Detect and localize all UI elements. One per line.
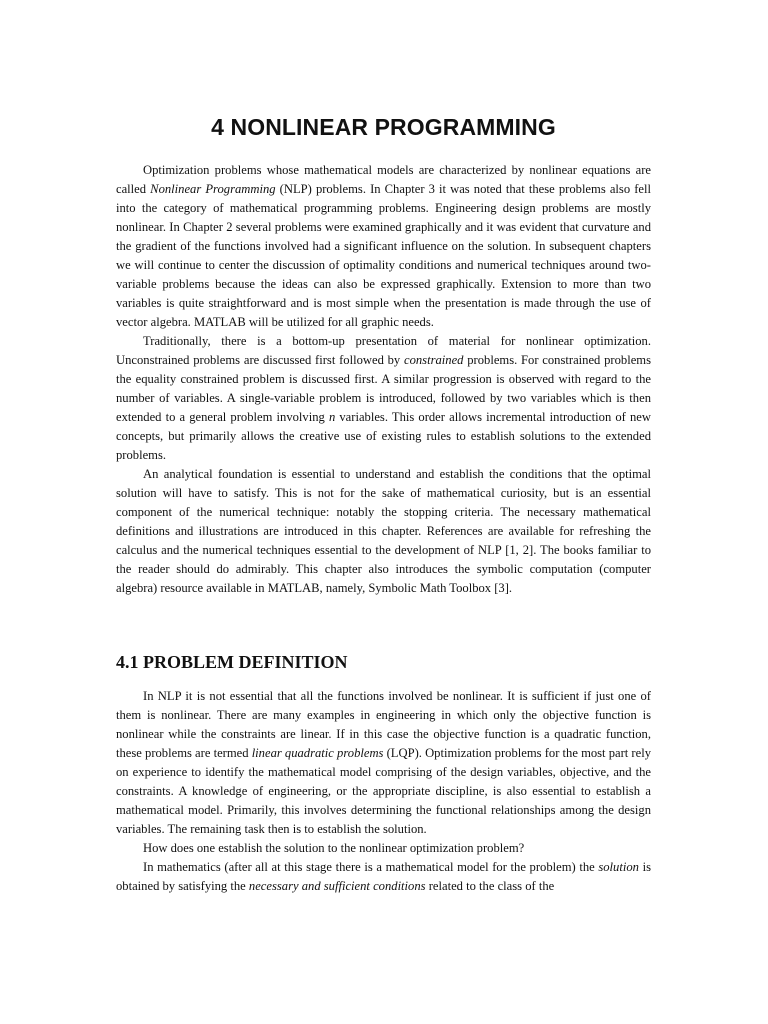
intro-text — [116, 161, 651, 598]
chapter-title: 4 NONLINEAR PROGRAMMING — [211, 114, 556, 140]
section-text — [116, 687, 651, 896]
intro-paragraph-2 — [116, 332, 651, 465]
section-p3-text-c: related to the class of the — [425, 879, 555, 893]
intro-p2-text-b: problems. For constrained problems the equality constrained problem is discussed first. A similar progression is observed with regard to the number of variables. A single-variable problem is introduced, followed by two variables which is then extended to a general problem involving — [116, 353, 651, 424]
section-p1-emphasis: linear quadratic problems — [251, 746, 384, 760]
section-p3-text-b: is obtained by satisfying the — [116, 860, 651, 893]
section-paragraph-2 — [116, 839, 651, 858]
intro-p1-text-b: (NLP) problems. In Chapter 3 it was noted that these problems also fell into the category of mathematical programming problems. Engineering design problems are mostly nonlinear. In Chapter 2 several problems were examined graphically and it was evident that curvature and the gradient of the functions involved had a significant influence on the solution. In subsequent chapters we will continue to center the discussion of optimality conditions and numerical techniques around two-variable problems because the ideas can also be expressed graphically. Extension to more than two variables is quite straightforward and is most simple when the presentation is made through the use of vector algebra. MATLAB will be utilized for all graphic needs. — [116, 182, 651, 329]
intro-p2-text-a: Traditionally, there is a bottom-up presentation of material for nonlinear optimization. Unconstrained problems are discussed first followed by — [116, 334, 651, 367]
section-paragraph-3 — [116, 858, 651, 896]
intro-p2-emphasis-2: n — [328, 410, 336, 424]
intro-p2-text-c: variables. This order allows incremental introduction of new concepts, but primarily allows the creative use of existing rules to establish solutions to the extended problems. — [116, 410, 651, 462]
section-p1-text-a: In NLP it is not essential that all the functions involved be nonlinear. It is sufficient if just one of them is nonlinear. There are many examples in engineering in which only the objective function is nonlinear while the constraints are linear. If in this case the objective function is a quadratic function, these problems are termed — [116, 689, 651, 760]
section-p2-text: How does one establish the solution to the nonlinear optimization problem? — [143, 841, 525, 855]
intro-paragraph-1 — [116, 161, 651, 332]
section-p3-emphasis-1: solution — [598, 860, 639, 874]
section-p1-text-b: (LQP). Optimization problems for the most part rely on experience to identify the mathematical model comprising of the design variables, objective, and the constraints. A knowledge of engineering, or the appropriate discipline, is also essential to establish a mathematical model. Primarily, this involves determining the functional relationships among the design variables. The remaining task then is to establish the solution. — [116, 746, 652, 836]
section-p3-text-a: In mathematics (after all at this stage there is a mathematical model for the problem) the — [143, 860, 599, 874]
intro-p3-text: An analytical foundation is essential to understand and establish the conditions that the optimal solution will have to satisfy. This is not for the sake of mathematical curiosity, but is an essential component of the numerical technique: notably the stopping criteria. The necessary mathematical definitions and illustrations are introduced in this chapter. References are available for refreshing the calculus and the numerical techniques essential to the development of NLP [1, 2]. The books familiar to the reader should do admirably. This chapter also introduces the symbolic computation (computer algebra) resource available in MATLAB, namely, Symbolic Math Toolbox [3]. — [116, 467, 651, 595]
intro-p2-emphasis-1: constrained — [404, 353, 464, 367]
intro-paragraph-3 — [116, 465, 651, 598]
section-p3-emphasis-2: necessary and sufficient conditions — [248, 879, 426, 893]
section-title: 4.1 PROBLEM DEFINITION — [116, 652, 348, 672]
intro-p1-text-a: Optimization problems whose mathematical models are characterized by nonlinear equations are called — [116, 163, 651, 196]
intro-p1-emphasis: Nonlinear Programming — [150, 182, 276, 196]
section-paragraph-1 — [116, 687, 651, 839]
